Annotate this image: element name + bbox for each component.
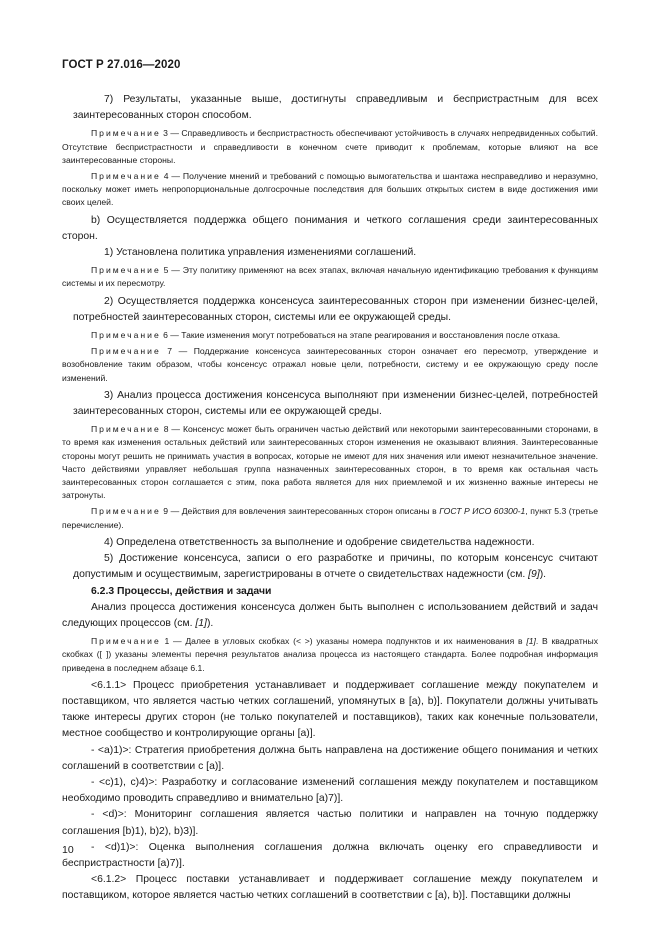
paragraph-text: <6.1.1> Процесс приобретения устанавливает и поддерживает соглашение между покупателем и поставщиком, что является частью четких соглашений, упомянутых в [a), b)]. Покупатели должны учитывать также интересы других сторон (не только покупателей и поставщиков), таких как конечные пользователи, местное сообщество и контролирующие органы [a)]. (62, 679, 598, 740)
paragraph-text: b) Осуществляется поддержка общего понимания и четкого соглашения среди заинтересованных сторон. (62, 214, 598, 242)
body-paragraph (62, 388, 598, 420)
paragraph-text: 9 — Действия для вовлечения заинтересованных сторон описаны в (163, 506, 437, 517)
paragraph-text: 1 — Далее в угловых скобках (< >) указаны номера подпунктов и их наименования в (164, 636, 523, 647)
body-paragraph (62, 294, 598, 326)
body-paragraph (62, 807, 598, 839)
note-label: Примечание (91, 128, 161, 139)
body-paragraph (62, 600, 598, 632)
note-label: Примечание (91, 265, 161, 276)
paragraph-text: - <d)>: Мониторинг соглашения является частью политики и направлен на точную поддержку соглашения [b)1), b)2), b)3)]. (62, 809, 598, 837)
body-paragraph (62, 584, 598, 600)
paragraph-tail: . В квадратных скобках ([ ]) указаны элементы перечня результатов анализа процесса из настоящего стандарта. Более подробная информация приведена в последнем абзаце 6.1. (62, 636, 599, 673)
reference-text: [1] (195, 617, 207, 629)
note-label: Примечание (91, 506, 161, 517)
paragraph-text: <6.1.2> Процесс поставки устанавливает и поддерживает соглашение между покупателем и поставщиком, которое является частью четких соглашений в соответствии с [a), b)]. Поставщики должны (62, 874, 598, 902)
body-paragraph (62, 872, 598, 904)
paragraph-text: 5) Достижение консенсуса, записи о его разработке и причины, по которым консенсус считают допустимым и осуществимым, зарегистрированы в отчете о свидетельствах надежности (см. (73, 553, 598, 581)
note-paragraph (62, 170, 598, 210)
paragraph-text: 8 — Консенсус может быть ограничен частью действий или некоторыми заинтересованными сторонами, в то время как изменения остальных действий или заинтересованных сторон изменения не оказывают влияния. Заинтересованные стороны могут решить не принимать участия в вопросах, которые не имеют для них значения или имеют незначительное значение. Часто действиями управляет небольшая группа назначенных заинтересованных сторон, в то время как остальная часть заинтересованных сторон соглашается с этим, пока работа является для них приемлемой и их жизненно важные интересы не затронуты. (62, 424, 599, 501)
paragraph-text: 5 — Эту политику применяют на всех этапах, включая начальную идентификацию требования к функциям системы и их пересмотру. (62, 265, 598, 289)
body-paragraph (62, 678, 598, 743)
paragraph-text: 4 — Получение мнений и требований с помощью вымогательства и шантажа несправедливо и неразумно, поскольку может иметь непропорциональные долгосрочные последствия для больших открытых систем в виде достижения ими своих целей. (62, 171, 598, 208)
body-paragraph (62, 535, 598, 551)
reference-text: [1] (526, 636, 536, 647)
body-paragraph (62, 775, 598, 807)
body-paragraph (62, 551, 598, 583)
paragraph-text: 3) Анализ процесса достижения консенсуса выполняют при изменении бизнес-целей, потребностей заинтересованных сторон, системы или ее окружающей среды. (73, 389, 598, 418)
note-label: Примечание (91, 424, 161, 435)
paragraph-text: 1) Установлена политика управления изменениями соглашений. (104, 247, 417, 259)
paragraph-text: - <a)1)>: Стратегия приобретения должна быть направлена на достижение общего понимания и четких соглашений в соответствии с [a)]. (62, 744, 598, 772)
page-number: 10 (62, 844, 74, 856)
paragraph-text: 7 — Поддержание консенсуса заинтересованных сторон означает его пересмотр, утверждение и возобновление таким образом, чтобы консенсус отражал новые цели, потребности, систему и ее окружающую среду после изменений. (62, 346, 599, 383)
note-paragraph (62, 635, 598, 675)
body-paragraph (62, 743, 598, 775)
paragraph-text: Анализ процесса достижения консенсуса должен быть выполнен с использованием действий и задач следующих процессов (см. (62, 601, 598, 629)
note-paragraph (62, 264, 598, 290)
paragraph-tail: ). (206, 617, 214, 629)
note-label: Примечание (91, 330, 161, 341)
document-body (62, 92, 598, 905)
note-label: Примечание (91, 346, 161, 357)
note-paragraph (62, 127, 598, 167)
body-paragraph (62, 840, 598, 872)
body-paragraph (62, 213, 598, 245)
note-label: Примечание (91, 636, 161, 647)
paragraph-tail: , пункт 5.3 (третье перечисление). (62, 506, 599, 530)
note-paragraph (62, 329, 598, 342)
document-header: ГОСТ Р 27.016—2020 (62, 59, 181, 71)
note-paragraph (62, 423, 598, 502)
note-paragraph (62, 345, 598, 385)
note-label: Примечание (91, 171, 161, 182)
paragraph-text: 6.2.3 Процессы, действия и задачи (91, 585, 272, 597)
paragraph-tail: ). (539, 569, 547, 581)
paragraph-text: 4) Определена ответственность за выполнение и одобрение свидетельства надежности. (104, 536, 535, 548)
note-paragraph (62, 505, 598, 531)
reference-text: [9] (528, 569, 540, 581)
paragraph-text: - <c)1), c)4)>: Разработку и согласование изменений соглашения между покупателем и поставщиком необходимо проводить справедливо и внимательно [a)7)]. (62, 776, 598, 805)
paragraph-text: 6 — Такие изменения могут потребоваться на этапе реагирования и восстановления после отказа. (163, 330, 561, 341)
paragraph-text: - <d)1)>: Оценка выполнения соглашения должна включать оценку его справедливости и беспристрастности [a)7)]. (62, 841, 598, 869)
body-paragraph (62, 92, 598, 124)
reference-text: ГОСТ Р ИСО 60300-1 (439, 506, 526, 517)
paragraph-text: 7) Результаты, указанные выше, достигнуты справедливым и беспристрастным для всех заинтересованных сторон способом. (73, 94, 598, 122)
paragraph-text: 3 — Справедливость и беспристрастность обеспечивают устойчивость в случаях непредвиденных событий. Отсутствие беспристрастности и справедливости в конечном счете приводит к проблемам, которые влияют на все заинтересованные стороны. (62, 128, 598, 165)
body-paragraph (62, 245, 598, 261)
paragraph-text: 2) Осуществляется поддержка консенсуса заинтересованных сторон при изменении бизнес-целей, потребностей заинтересованных сторон, системы или ее окружающей среды. (73, 295, 598, 323)
